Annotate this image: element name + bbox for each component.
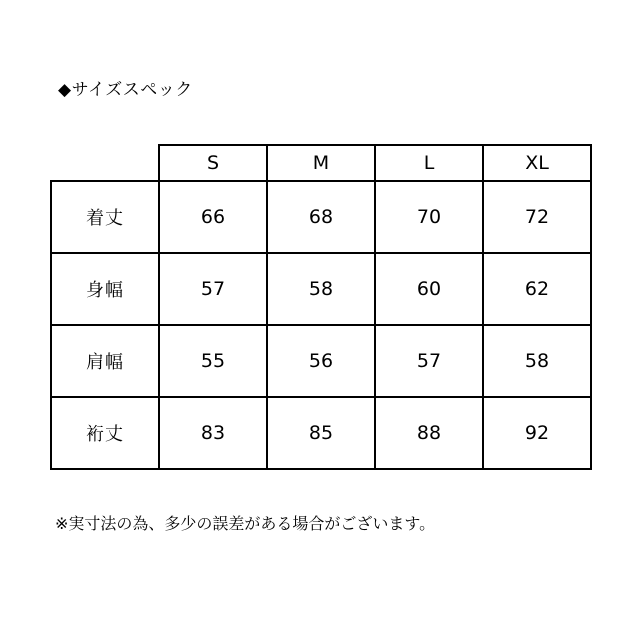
table-cell: 66	[159, 181, 267, 253]
size-header-s: S	[159, 145, 267, 181]
table-cell: 56	[267, 325, 375, 397]
table-cell: 58	[483, 325, 591, 397]
measurement-note: ※実寸法の為、多少の誤差がある場合がございます。	[55, 514, 436, 533]
page-title: ◆サイズスペック	[58, 80, 193, 100]
row-label-shoulder: 肩幅	[51, 325, 159, 397]
size-header-xl: XL	[483, 145, 591, 181]
table-cell: 55	[159, 325, 267, 397]
table-cell: 62	[483, 253, 591, 325]
table-cell: 60	[375, 253, 483, 325]
table-cell: 58	[267, 253, 375, 325]
table-cell: 57	[159, 253, 267, 325]
size-spec-table	[50, 144, 592, 470]
table-cell: 70	[375, 181, 483, 253]
table-corner-cell	[51, 145, 159, 181]
size-header-m: M	[267, 145, 375, 181]
table-cell: 92	[483, 397, 591, 469]
table-row	[51, 397, 591, 469]
row-label-width: 身幅	[51, 253, 159, 325]
table-row	[51, 325, 591, 397]
table-row	[51, 253, 591, 325]
table-cell: 68	[267, 181, 375, 253]
table-cell: 83	[159, 397, 267, 469]
row-label-sleeve: 裄丈	[51, 397, 159, 469]
table-header-row	[51, 145, 591, 181]
table-row	[51, 181, 591, 253]
row-label-length: 着丈	[51, 181, 159, 253]
table-cell: 57	[375, 325, 483, 397]
size-header-l: L	[375, 145, 483, 181]
table-cell: 72	[483, 181, 591, 253]
table-cell: 85	[267, 397, 375, 469]
table-cell: 88	[375, 397, 483, 469]
